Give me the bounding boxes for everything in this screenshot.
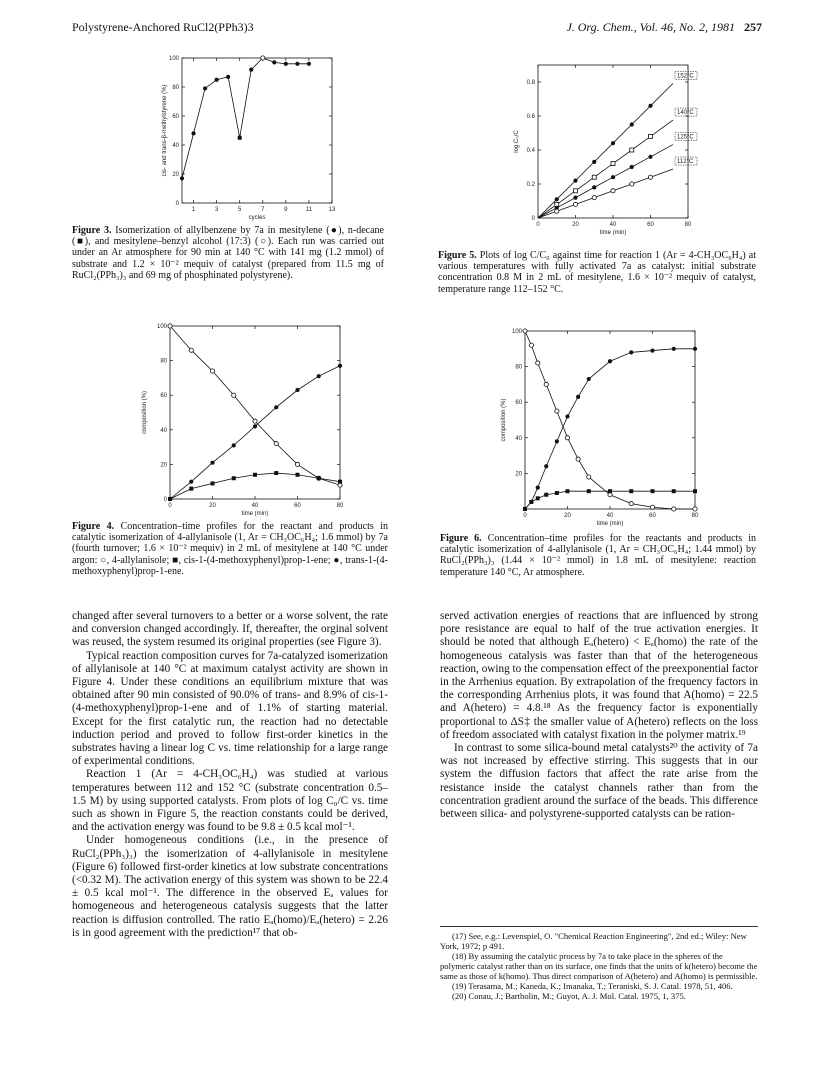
x-tick-label: 5 xyxy=(238,207,242,213)
data-point-open-square xyxy=(592,175,596,179)
figure-5-chart xyxy=(510,55,700,245)
data-point-filled-square xyxy=(274,471,278,475)
data-point-filled-circle xyxy=(544,464,548,468)
x-tick-label: 60 xyxy=(649,513,656,519)
data-point-filled-square xyxy=(536,496,540,500)
figure-5-caption-text: Plots of log C/C₀ against time for reaction 1 (Ar = 4-CH₃OC₆H₄) at various temperatures with fully activated 7a as catalyst: initial substrate concentration 0.8 M in 2 mL of mesitylene, 1.6 × 10⁻² mequiv of catalyst, temperature range 112–152 °C. xyxy=(438,250,756,295)
data-point-filled-circle xyxy=(274,405,278,409)
data-point-filled-square xyxy=(629,489,633,493)
page-number: 257 xyxy=(744,20,762,34)
figure-3-label: Figure 3. xyxy=(72,225,112,236)
figure-3-caption xyxy=(72,225,384,281)
y-tick-label: 0 xyxy=(531,216,535,222)
data-point-filled-circle xyxy=(611,141,615,145)
data-point-filled-square xyxy=(232,476,236,480)
data-point-filled-circle xyxy=(249,68,253,72)
series-line xyxy=(525,331,695,509)
data-point-open-circle xyxy=(295,462,299,466)
figure-5-caption xyxy=(438,250,756,295)
x-tick-label: 60 xyxy=(294,503,301,509)
series-line xyxy=(538,83,673,218)
data-point-open-circle xyxy=(555,409,559,413)
data-point-filled-circle xyxy=(529,500,533,504)
figure-4 xyxy=(132,318,347,518)
data-point-open-circle xyxy=(210,369,214,373)
figure-5 xyxy=(510,55,700,245)
data-point-open-circle xyxy=(565,436,569,440)
reference: (20) Conau, J.; Bartholin, M.; Guyot, A. J. Mol. Catal. 1975, 1, 375. xyxy=(452,991,686,1001)
y-tick-label: 20 xyxy=(515,471,522,478)
y-tick-label: 80 xyxy=(172,85,179,91)
data-point-filled-square xyxy=(693,489,697,493)
x-axis-label: time (min) xyxy=(599,230,627,236)
figure-6 xyxy=(495,323,705,528)
y-axis-label: cis- and trans-β-methylstyrene (%) xyxy=(162,84,168,177)
figure-3 xyxy=(160,50,340,220)
data-point-filled-circle xyxy=(592,160,596,164)
data-point-open-circle xyxy=(629,502,633,506)
y-tick-label: 40 xyxy=(160,427,167,434)
data-point-open-circle xyxy=(672,507,676,511)
data-point-filled-circle xyxy=(191,131,195,135)
data-point-filled-circle xyxy=(611,175,615,179)
data-point-open-square xyxy=(611,162,615,166)
data-point-filled-circle xyxy=(203,86,207,90)
data-point-filled-square xyxy=(566,489,570,493)
x-axis-label: time (min) xyxy=(596,521,624,527)
data-point-open-circle xyxy=(573,202,577,206)
y-axis-label: log C₀/C xyxy=(514,130,520,153)
data-point-open-circle xyxy=(168,324,172,328)
data-point-open-circle xyxy=(274,442,278,446)
x-tick-label: 0 xyxy=(168,503,172,509)
footnote-rule xyxy=(440,926,758,927)
paragraph: changed after several turnovers to a better or a worse solvent, the rate and conversion changed accordingly. If, thereafter, the orginal solvent was reused, the system resumed its original properties (see Figure 3). xyxy=(72,610,388,649)
figure-4-caption-text: Concentration–time profiles for the reactant and products in catalytic isomerization of 4-allylanisole (1, Ar = CH₃OC₆H₄; 1.6 mmol) by 7a (fourth turnover; 1.6 × 10⁻² mequiv) in 2 mL of mesitylene at 140 °C under argon: ○, 4-allylanisole; ■, cis-1-(4-methoxyphenyl)prop-1-ene; ●, trans-1-(4-methoxyphenyl)prop-1-ene. xyxy=(72,521,388,577)
data-point-filled-square xyxy=(317,476,321,480)
data-point-filled-circle xyxy=(573,196,577,200)
data-point-filled-circle xyxy=(295,62,299,66)
data-point-filled-circle xyxy=(565,414,569,418)
data-point-open-circle xyxy=(529,343,533,347)
data-point-open-circle xyxy=(232,393,236,397)
data-point-filled-circle xyxy=(307,62,311,66)
references xyxy=(440,931,758,1001)
y-tick-label: 100 xyxy=(511,329,522,335)
reference: (17) See, e.g.: Levenspiel, O. "Chemical Reaction Engineering", 2nd ed.; Wiley: New York, 1972; p 491. xyxy=(440,931,747,951)
paragraph: Under homogeneous conditions (i.e., in the presence of RuCl₂(PPh₃)₃) the isomerization of 4-allylanisole in mesitylene (Figure 6) followed first-order kinetics at low substrate concentrations (<0.32 M). The activation energy of this system was shown to be 22.4 ± 0.5 kcal mol⁻¹. The difference in the observed Eₐ values for homogeneous and heterogeneous catalysis suggests that the latter reaction is diffusion controlled. The ratio Eₐ(homo)/Eₐ(hetero) = 2.26 is in good agreement with the prediction¹⁷ that ob- xyxy=(72,834,388,939)
series-label: 152°C xyxy=(677,73,694,80)
figure-4-caption xyxy=(72,521,388,577)
y-axis-label: composition (%) xyxy=(501,398,507,442)
x-tick-label: 0 xyxy=(523,513,527,519)
data-point-filled-circle xyxy=(629,350,633,354)
figure-4-label: Figure 4. xyxy=(72,521,115,532)
data-point-filled-circle xyxy=(587,377,591,381)
data-point-open-circle xyxy=(523,329,527,333)
data-point-open-circle xyxy=(544,382,548,386)
y-tick-label: 60 xyxy=(172,114,179,120)
y-tick-label: 40 xyxy=(515,435,522,442)
data-point-open-circle xyxy=(630,182,634,186)
data-point-filled-circle xyxy=(284,62,288,66)
data-point-filled-circle xyxy=(573,179,577,183)
data-point-open-circle xyxy=(650,505,654,509)
data-point-filled-square xyxy=(672,489,676,493)
x-tick-label: 20 xyxy=(572,222,579,228)
data-point-filled-circle xyxy=(536,486,540,490)
y-tick-label: 100 xyxy=(156,324,167,330)
data-point-filled-circle xyxy=(317,374,321,378)
data-point-filled-square xyxy=(253,473,257,477)
reference: (18) By assuming the catalytic process by 7a to take place in the spheres of the polymeric catalyst rather than on its surface, one finds that the units of k(hetero) become the same as those of k(homo). Thus direct comparison of A(hetero) and A(homo) is permissible. xyxy=(440,951,758,981)
body-text-left xyxy=(72,610,388,940)
data-point-filled-circle xyxy=(648,104,652,108)
data-point-filled-circle xyxy=(576,395,580,399)
data-point-open-circle xyxy=(189,348,193,352)
figure-6-chart xyxy=(495,323,705,528)
data-point-open-circle xyxy=(608,493,612,497)
data-point-filled-circle xyxy=(672,347,676,351)
data-point-filled-circle xyxy=(189,480,193,484)
data-point-filled-circle xyxy=(272,60,276,64)
data-point-filled-circle xyxy=(608,359,612,363)
series-line xyxy=(182,58,309,178)
journal-citation: J. Org. Chem., Vol. 46, No. 2, 1981 xyxy=(566,20,735,34)
y-tick-label: 60 xyxy=(515,400,522,407)
series-line xyxy=(170,473,340,499)
data-point-filled-circle xyxy=(226,75,230,79)
data-point-filled-circle xyxy=(630,122,634,126)
data-point-open-square xyxy=(649,134,653,138)
y-tick-label: 20 xyxy=(160,462,167,469)
data-point-filled-square xyxy=(238,136,242,140)
x-tick-label: 60 xyxy=(647,222,654,228)
data-point-filled-circle xyxy=(253,424,257,428)
data-point-open-circle xyxy=(555,209,559,213)
data-point-open-square xyxy=(574,189,578,193)
x-tick-label: 0 xyxy=(536,222,540,228)
y-tick-label: 40 xyxy=(172,143,179,149)
data-point-filled-circle xyxy=(523,507,527,511)
data-point-open-circle xyxy=(611,189,615,193)
y-tick-label: 0 xyxy=(163,497,167,503)
data-point-filled-square xyxy=(651,489,655,493)
y-tick-label: 60 xyxy=(160,393,167,400)
data-point-filled-square xyxy=(587,489,591,493)
figure-6-caption xyxy=(440,533,756,578)
data-point-filled-square xyxy=(189,487,193,491)
x-axis-label: time (min) xyxy=(241,511,269,517)
figure-5-label: Figure 5. xyxy=(438,250,477,261)
data-point-open-circle xyxy=(648,175,652,179)
data-point-filled-circle xyxy=(168,497,172,501)
x-tick-label: 40 xyxy=(251,503,259,509)
figure-6-caption-text: Concentration–time profiles for the reactants and products in catalytic isomerization of 4-allylanisole (1, Ar = CH₃OC₆H₄; 1.44 mmol) by RuCl₂(PPh₃)₃ (1.44 × 10⁻² mmol) in 1.8 mL of mesitylene: reaction temperature 140 °C, Ar atmosphere. xyxy=(440,533,757,578)
data-point-filled-circle xyxy=(338,364,342,368)
data-point-filled-square xyxy=(296,473,300,477)
data-point-open-square xyxy=(630,148,634,152)
data-point-filled-circle xyxy=(215,78,219,82)
data-point-open-circle xyxy=(587,475,591,479)
y-tick-label: 0.2 xyxy=(526,182,535,188)
reference: (19) Terasama, M.; Kaneda, K.; Imanaka, T.; Teraniski, S. J. Catal. 1978, 51, 406. xyxy=(452,981,733,991)
series-label: 112°C xyxy=(677,159,694,166)
data-point-filled-circle xyxy=(232,443,236,447)
x-tick-label: 3 xyxy=(214,207,219,213)
y-tick-label: 0.4 xyxy=(526,148,535,154)
data-point-open-circle xyxy=(592,196,596,200)
y-tick-label: 0.8 xyxy=(526,80,535,86)
x-tick-label: 40 xyxy=(606,513,614,519)
y-axis-label: composition (%) xyxy=(142,390,148,435)
data-point-filled-square xyxy=(544,493,548,497)
series-line xyxy=(170,326,340,485)
series-line xyxy=(525,349,695,509)
data-point-filled-circle xyxy=(592,185,596,189)
data-point-filled-circle xyxy=(648,155,652,159)
data-point-filled-circle xyxy=(650,348,654,352)
x-tick-label: 7 xyxy=(261,207,265,213)
plot-frame xyxy=(525,331,695,509)
paragraph: In contrast to some silica-bound metal catalysts²⁰ the activity of 7a was not increased by effective stirring. This suggests that in our system the diffusion factors that affect the rate arise from the resistance inside the catalyst channels rather than from the concentration gradient around the surface of the beads. This difference between silica- and polystyrene-supported catalysts can be ration- xyxy=(440,742,758,821)
x-tick-label: 9 xyxy=(284,207,288,213)
data-point-filled-circle xyxy=(555,197,559,201)
data-point-filled-square xyxy=(555,491,559,495)
data-point-filled-square xyxy=(608,489,612,493)
paragraph: Typical reaction composition curves for 7a-catalyzed isomerization of allylanisole at 140 °C at maximum catalyst activity are shown in Figure 4. Under these conditions an equilibrium mixture that was obtained after 90 min consisted of 90.0% of trans- and 8.9% of cis-1-(4-methoxyphenyl)prop-1-ene and of 1.1% of starting material. Except for the first catalytic run, the reaction had no detectable induction period and proved to follow first-order kinetics in the substrates having a linear log C vs. time relationship for a large range of experimental conditions. xyxy=(72,649,388,768)
y-tick-label: 80 xyxy=(160,358,167,365)
y-tick-label: 100 xyxy=(168,56,179,62)
x-tick-label: 13 xyxy=(328,207,336,213)
figure-3-caption-text: Isomerization of allylbenzene by 7a in mesitylene (●), n-decane (■), and mesitylene–benzyl alcohol (17:3) (○). Each run was carried out under an Ar atmosphere for 90 min at 140 °C with 141 mg (1.2 mmol) of substrate and 1.2 × 10⁻² mequiv of catalyst (prepared from 11.5 mg of RuCl₂(PPh₃)₃ and 69 mg of phosphinated polystyrene). xyxy=(72,225,384,281)
x-tick-label: 20 xyxy=(564,513,571,519)
series-label: 140°C xyxy=(677,110,694,117)
figure-6-label: Figure 6. xyxy=(440,533,482,544)
paragraph: served activation energies of reactions that are influenced by strong pore resistance are equal to half of the true activation energies. It should be noted that although Eₐ(hetero) < Eₐ(homo) the rate of the homogeneous catalysis was faster than that of the heterogeneous reaction, owing to the compensation effect of the preexponential factor in the Arrhenius equation. By extrapolation of the frequency factors in the corresponding Arrhenius plots, it was found that A(homo) = 22.5 and A(hetero) = 4.8.¹⁸ As the frequency factor is exponentially proportional to ΔS‡ the smaller value of A(hetero) reflects on the loss of freedom associated with catalyst fixation in the polymer matrix.¹⁹ xyxy=(440,610,758,741)
x-tick-label: 1 xyxy=(191,207,196,213)
data-point-filled-circle xyxy=(555,439,559,443)
y-tick-label: 20 xyxy=(172,172,179,178)
data-point-open-circle xyxy=(693,507,697,511)
data-point-open-circle xyxy=(253,419,257,423)
data-point-open-circle xyxy=(576,457,580,461)
x-tick-label: 40 xyxy=(609,222,617,228)
x-tick-label: 80 xyxy=(684,222,692,228)
data-point-filled-circle xyxy=(630,165,634,169)
data-point-open-circle xyxy=(261,56,265,60)
series-line xyxy=(170,366,340,499)
figure-4-chart xyxy=(132,318,347,518)
x-axis-label: cycles xyxy=(248,215,266,221)
running-head-journal xyxy=(566,20,762,35)
paragraph: Reaction 1 (Ar = 4-CH₃OC₆H₄) was studied at various temperatures between 112 and 152 °C (substrate concentration 0.5–1.5 M) by using supported catalysts. From plots of log C₀/C vs. time such as shown in Figure 5, the reaction constants could be derived, and the activation energy was found to be 9.8 ± 0.5 kcal mol⁻¹. xyxy=(72,768,388,834)
plot-frame xyxy=(182,58,332,203)
x-tick-label: 20 xyxy=(209,503,216,509)
body-text-right xyxy=(440,610,758,821)
figure-3-chart xyxy=(160,50,340,220)
y-tick-label: 0 xyxy=(175,201,179,207)
data-point-filled-square xyxy=(211,481,215,485)
x-tick-label: 80 xyxy=(691,513,699,519)
series-label: 125°C xyxy=(677,134,694,141)
data-point-filled-circle xyxy=(210,461,214,465)
y-tick-label: 80 xyxy=(515,364,522,371)
running-head-title: Polystyrene-Anchored RuCl2(PPh3)3 xyxy=(72,20,254,34)
data-point-filled-circle xyxy=(180,176,184,180)
data-point-filled-square xyxy=(338,480,342,484)
data-point-open-circle xyxy=(536,361,540,365)
data-point-filled-circle xyxy=(693,347,697,351)
x-tick-label: 80 xyxy=(336,503,344,509)
y-tick-label: 0.6 xyxy=(526,114,535,120)
data-point-filled-circle xyxy=(295,388,299,392)
x-tick-label: 11 xyxy=(305,207,313,213)
